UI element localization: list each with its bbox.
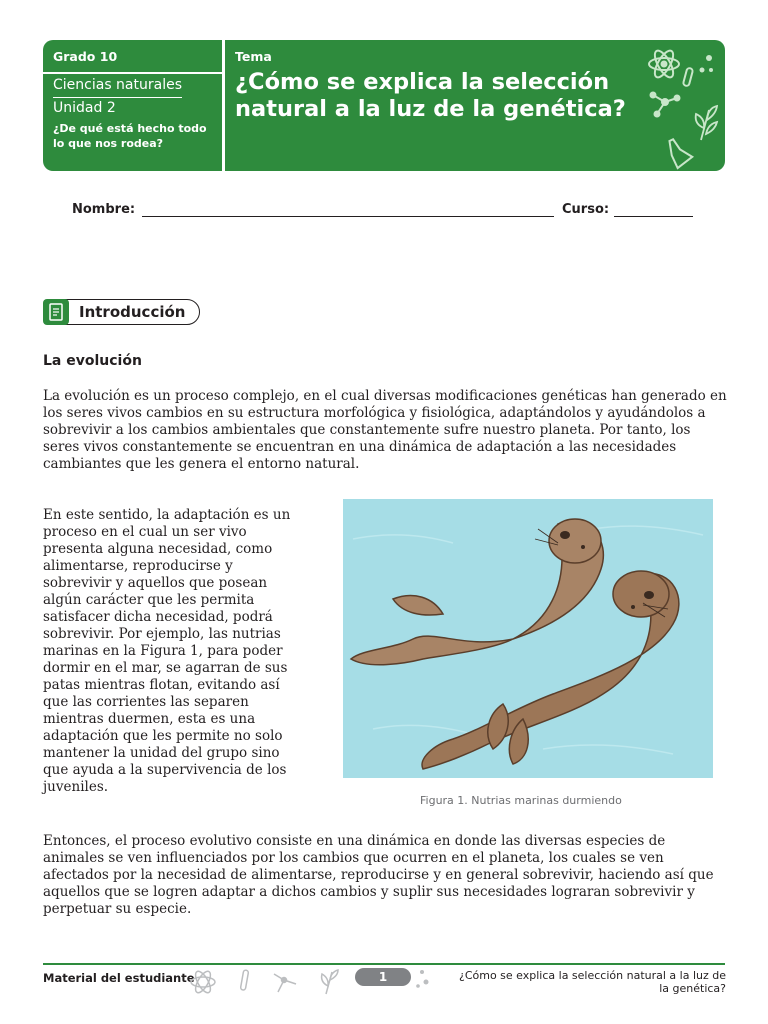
notebook-icon [43, 299, 69, 325]
leaf-icon [322, 970, 338, 994]
section-heading: La evolución [43, 353, 142, 369]
page-title: ¿Cómo se explica la selección natural a la luz de la genética? [235, 69, 626, 122]
footer-label: Material del estudiante [43, 971, 195, 985]
test-tube-icon [240, 970, 248, 991]
molecule-icon [274, 974, 296, 992]
banner-divider [222, 40, 225, 171]
test-tube-icon [683, 68, 693, 87]
otter-back [351, 519, 603, 665]
atom-icon [191, 969, 215, 995]
otter-front [422, 571, 679, 769]
paragraph-1: La evolución es un proceso complejo, en el cual diversas modificaciones genéticas han generado en los seres vivos cambios en su estructura morfológica y fisiológica, adaptándolos y ayudándolos a sobrevivir a los cambios ambientales que constantemente sufre nuestro planeta. Por tanto, los seres vivos constantemente se encuentran en una dinámica de adaptación a las necesidades cambiantes que les genera el entorno natural. [43, 388, 727, 472]
name-label: Nombre: [72, 202, 136, 217]
dots-icon [700, 55, 714, 73]
figure-caption: Figura 1. Nutrias marinas durmiendo [420, 794, 622, 807]
course-label: Curso: [562, 202, 610, 217]
unit-question: ¿De qué está hecho todo lo que nos rodea? [53, 122, 207, 150]
molecule-icon [651, 93, 680, 117]
subject-underline [53, 97, 182, 98]
name-field[interactable] [142, 216, 554, 217]
unit-label: Unidad 2 [53, 100, 116, 116]
atom-icon [649, 48, 679, 80]
subject-label: Ciencias naturales [53, 77, 183, 93]
figure-otters [343, 499, 713, 778]
tema-label: Tema [235, 49, 272, 64]
dots-icon [416, 970, 428, 988]
section-label: Introducción [79, 303, 186, 321]
paragraph-3: Entonces, el proceso evolutivo consiste en una dinámica en donde las diversas especies de animales se ven influenciados por los cambios que ocurren en el planeta, los cuales se ven afectados por la necesidad de alimentarse, reproducirse y en general sobrevivir, haciendo así que aquellos que se logren adaptar a dichos cambios y suplir sus necesidades lograran sobrevivir y perpetuar su especie. [43, 833, 714, 917]
course-field[interactable] [614, 216, 693, 217]
banner-hline [43, 72, 222, 74]
grade-label: Grado 10 [53, 49, 118, 64]
paragraph-2: En este sentido, la adaptación es un proceso en el cual un ser vivo presenta alguna necesidad, como alimentarse, reproducirse y sobrevivir y aquellos que posean algún carácter que les permita satisfacer dicha necesidad, podrá sobrevivir. Por ejemplo, las nutrias marinas en la Figura 1, para poder dormir en el mar, se agarran de sus patas mientras flotan, evitando así que las corrientes las separen mientras duermen, esta es una adaptación que les permite no solo mantener la unidad del grupo sino que ayuda a la supervivencia de los juveniles. [43, 507, 291, 795]
leaf-icon [696, 106, 717, 140]
flask-icon [666, 135, 694, 168]
page-number: 1 [355, 968, 411, 986]
science-decoration [631, 40, 725, 171]
header-banner [43, 40, 725, 171]
footer-title: ¿Cómo se explica la selección natural a la luz de la genética? [458, 969, 726, 995]
footer-rule [43, 963, 725, 965]
